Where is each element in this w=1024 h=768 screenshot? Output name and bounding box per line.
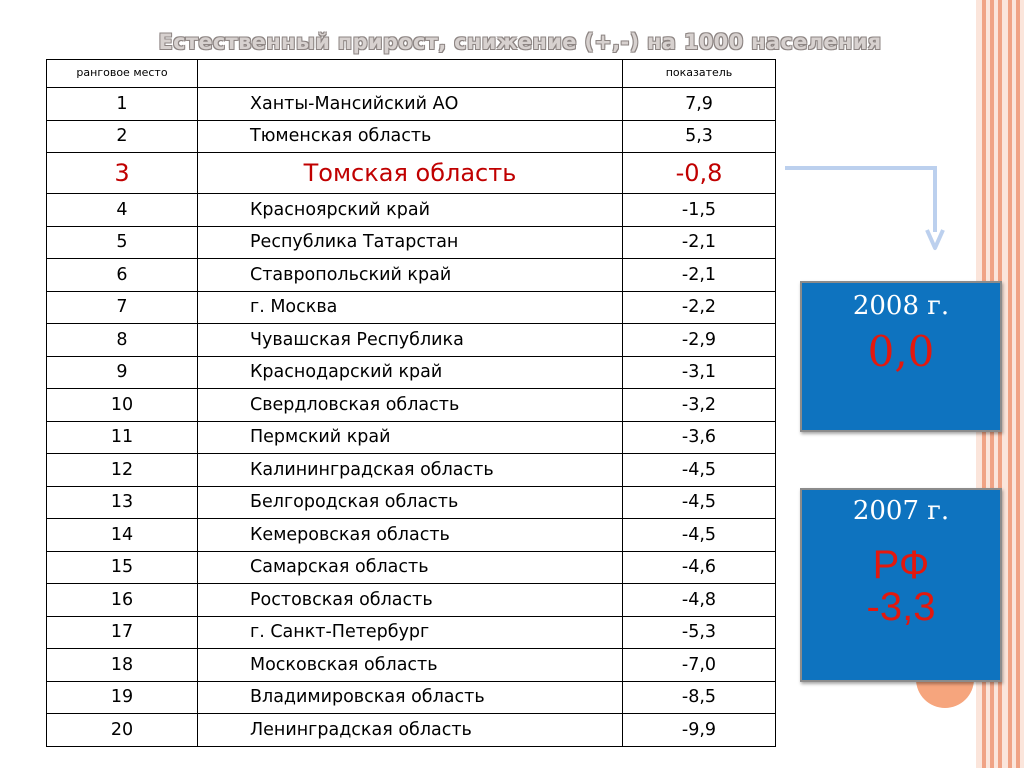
cell-rank: 18 [47, 649, 198, 682]
cell-rank: 11 [47, 421, 198, 454]
cell-region-name: Свердловская область [198, 389, 623, 422]
cell-region-name: Ханты-Мансийский АО [198, 88, 623, 121]
cell-value: -2,9 [623, 324, 776, 357]
table-row [47, 194, 776, 227]
cell-value: -9,9 [623, 714, 776, 747]
box-2008-value: 0,0 [867, 327, 935, 376]
cell-rank: 2 [47, 120, 198, 153]
cell-region-name: Тюменская область [198, 120, 623, 153]
cell-value: -2,1 [623, 259, 776, 292]
cell-region-name: Белгородская область [198, 486, 623, 519]
stripe [1016, 0, 1020, 768]
cell-rank: 8 [47, 324, 198, 357]
table-row [47, 681, 776, 714]
table-row [47, 291, 776, 324]
cell-region-name: Пермский край [198, 421, 623, 454]
cell-rank: 9 [47, 356, 198, 389]
table-row [47, 616, 776, 649]
cell-value: -8,5 [623, 681, 776, 714]
cell-region-name: Красноярский край [198, 194, 623, 227]
cell-region-name: Кемеровская область [198, 519, 623, 552]
table-row [47, 519, 776, 552]
cell-value: -7,0 [623, 649, 776, 682]
cell-value: -3,2 [623, 389, 776, 422]
table-row [47, 421, 776, 454]
header-name [198, 60, 623, 88]
table-row [47, 649, 776, 682]
cell-region-name: г. Санкт-Петербург [198, 616, 623, 649]
box-2007-value: -3,3 [866, 585, 936, 629]
cell-value: -3,6 [623, 421, 776, 454]
cell-region-name: Калининградская область [198, 454, 623, 487]
table-row [47, 153, 776, 194]
table-row [47, 486, 776, 519]
cell-region-name: Томская область [198, 153, 623, 194]
cell-region-name: Самарская область [198, 551, 623, 584]
table-row [47, 389, 776, 422]
box-2008-year: 2008 г. [852, 291, 950, 321]
cell-value: -2,1 [623, 226, 776, 259]
cell-value: -4,5 [623, 519, 776, 552]
info-box-2008 [800, 281, 1002, 432]
box-2007-year: 2007 г. [852, 496, 950, 526]
cell-value: 7,9 [623, 88, 776, 121]
cell-rank: 1 [47, 88, 198, 121]
info-box-2007 [800, 488, 1002, 682]
cell-rank: 3 [47, 153, 198, 194]
table-row [47, 454, 776, 487]
cell-value: -4,5 [623, 454, 776, 487]
table-row [47, 259, 776, 292]
cell-value: -4,8 [623, 584, 776, 617]
cell-value: -5,3 [623, 616, 776, 649]
cell-region-name: Краснодарский край [198, 356, 623, 389]
table-row [47, 226, 776, 259]
cell-value: -1,5 [623, 194, 776, 227]
cell-value: -2,2 [623, 291, 776, 324]
cell-rank: 15 [47, 551, 198, 584]
cell-rank: 20 [47, 714, 198, 747]
table-row [47, 88, 776, 121]
table-row [47, 356, 776, 389]
table-row [47, 584, 776, 617]
arrow-icon [780, 160, 955, 260]
cell-region-name: Ростовская область [198, 584, 623, 617]
cell-region-name: Владимировская область [198, 681, 623, 714]
box-2007-region: РФ [872, 543, 930, 587]
cell-rank: 4 [47, 194, 198, 227]
cell-rank: 14 [47, 519, 198, 552]
table-row [47, 324, 776, 357]
header-value: показатель [623, 60, 776, 88]
cell-value: 5,3 [623, 120, 776, 153]
table-row [47, 120, 776, 153]
cell-region-name: Чувашская Республика [198, 324, 623, 357]
table-row [47, 714, 776, 747]
slide-title: Естественный прирост, снижение (+,-) на 1000 населения [158, 30, 882, 54]
ranking-table [46, 59, 776, 747]
cell-region-name: Ленинградская область [198, 714, 623, 747]
cell-rank: 12 [47, 454, 198, 487]
cell-region-name: Московская область [198, 649, 623, 682]
table-header-row [47, 60, 776, 88]
cell-rank: 17 [47, 616, 198, 649]
header-rank: ранговое место [47, 60, 198, 88]
table-row [47, 551, 776, 584]
cell-rank: 7 [47, 291, 198, 324]
cell-rank: 16 [47, 584, 198, 617]
cell-rank: 6 [47, 259, 198, 292]
cell-rank: 13 [47, 486, 198, 519]
cell-region-name: г. Москва [198, 291, 623, 324]
cell-value: -4,5 [623, 486, 776, 519]
cell-value: -4,6 [623, 551, 776, 584]
cell-rank: 10 [47, 389, 198, 422]
cell-region-name: Республика Татарстан [198, 226, 623, 259]
cell-rank: 5 [47, 226, 198, 259]
cell-value: -3,1 [623, 356, 776, 389]
cell-rank: 19 [47, 681, 198, 714]
stripe [1008, 0, 1012, 768]
cell-value: -0,8 [623, 153, 776, 194]
cell-region-name: Ставропольский край [198, 259, 623, 292]
table-body [47, 88, 776, 747]
